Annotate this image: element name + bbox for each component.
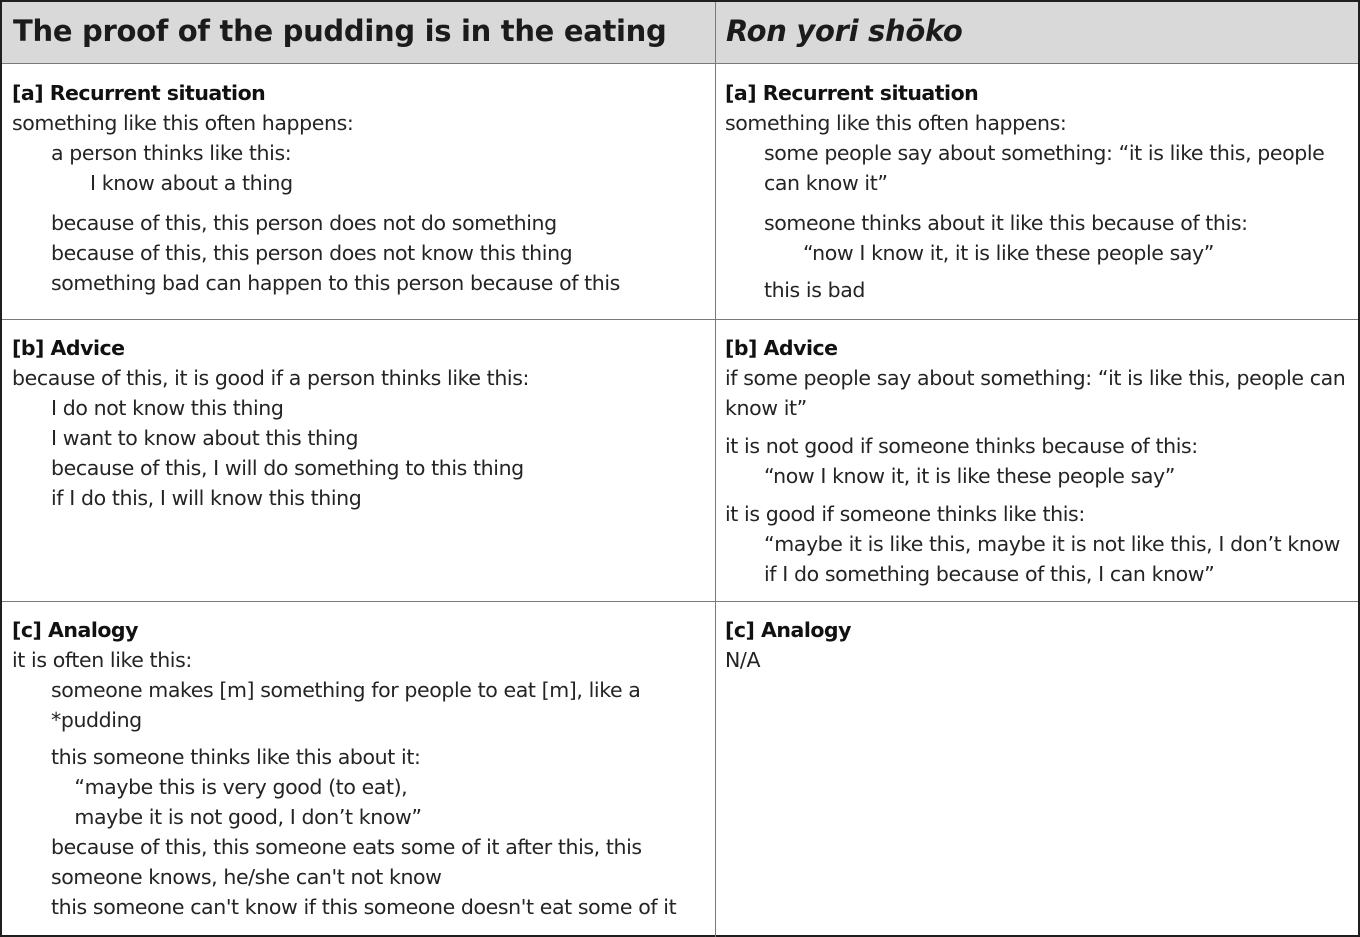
explication-line: *pudding (51, 708, 142, 732)
column-divider (715, 2, 716, 937)
section-heading: [b] Advice (725, 336, 838, 360)
explication-line: a person thinks like this: (51, 141, 292, 165)
explication-line: “now I know it, it is like these people say” (764, 464, 1175, 488)
section-heading: [b] Advice (12, 336, 125, 360)
explication-line: something like this often happens: (12, 111, 354, 135)
row-divider-1 (2, 319, 1358, 320)
explication-line: if some people say about something: “it is like this, people can (725, 366, 1346, 390)
section-heading: [c] Analogy (12, 618, 138, 642)
explication-line: someone makes [m] something for people to eat [m], like a (51, 678, 641, 702)
explication-line: maybe it is not good, I don’t know” (74, 805, 422, 829)
explication-line: something bad can happen to this person because of this (51, 271, 620, 295)
explication-line: I do not know this thing (51, 396, 284, 420)
explication-line: this is bad (764, 278, 866, 302)
explication-line: N/A (725, 648, 761, 672)
explication-line: because of this, this someone eats some of it after this, this (51, 835, 642, 859)
section-heading: [a] Recurrent situation (725, 81, 979, 105)
explication-line: if I do something because of this, I can know” (764, 562, 1215, 586)
row-divider-2 (2, 601, 1358, 602)
explication-line: something like this often happens: (725, 111, 1067, 135)
explication-line: because of this, this person does not know this thing (51, 241, 573, 265)
explication-line: “maybe this is very good (to eat), (74, 775, 408, 799)
right-column-title: Ron yori shōko (726, 14, 963, 48)
table-header (2, 2, 1358, 64)
explication-line: I know about a thing (90, 171, 293, 195)
explication-line: this someone can't know if this someone doesn't eat some of it (51, 895, 677, 919)
explication-line: I want to know about this thing (51, 426, 359, 450)
explication-line: because of this, it is good if a person thinks like this: (12, 366, 529, 390)
explication-line: someone thinks about it like this because of this: (764, 211, 1248, 235)
explication-line: someone knows, he/she can't not know (51, 865, 442, 889)
explication-line: if I do this, I will know this thing (51, 486, 362, 510)
explication-line: it is good if someone thinks like this: (725, 502, 1085, 526)
explication-line: it is often like this: (12, 648, 192, 672)
explication-line: because of this, I will do something to this thing (51, 456, 524, 480)
explication-line: it is not good if someone thinks because of this: (725, 434, 1198, 458)
explication-line: “maybe it is like this, maybe it is not like this, I don’t know (764, 532, 1340, 556)
explication-line: can know it” (764, 171, 888, 195)
section-heading: [a] Recurrent situation (12, 81, 266, 105)
explication-line: because of this, this person does not do something (51, 211, 557, 235)
section-heading: [c] Analogy (725, 618, 851, 642)
explication-line: “now I know it, it is like these people say” (803, 241, 1214, 265)
explication-line: know it” (725, 396, 807, 420)
left-column-title: The proof of the pudding is in the eating (13, 14, 667, 48)
explication-line: some people say about something: “it is like this, people (764, 141, 1325, 165)
explication-line: this someone thinks like this about it: (51, 745, 421, 769)
